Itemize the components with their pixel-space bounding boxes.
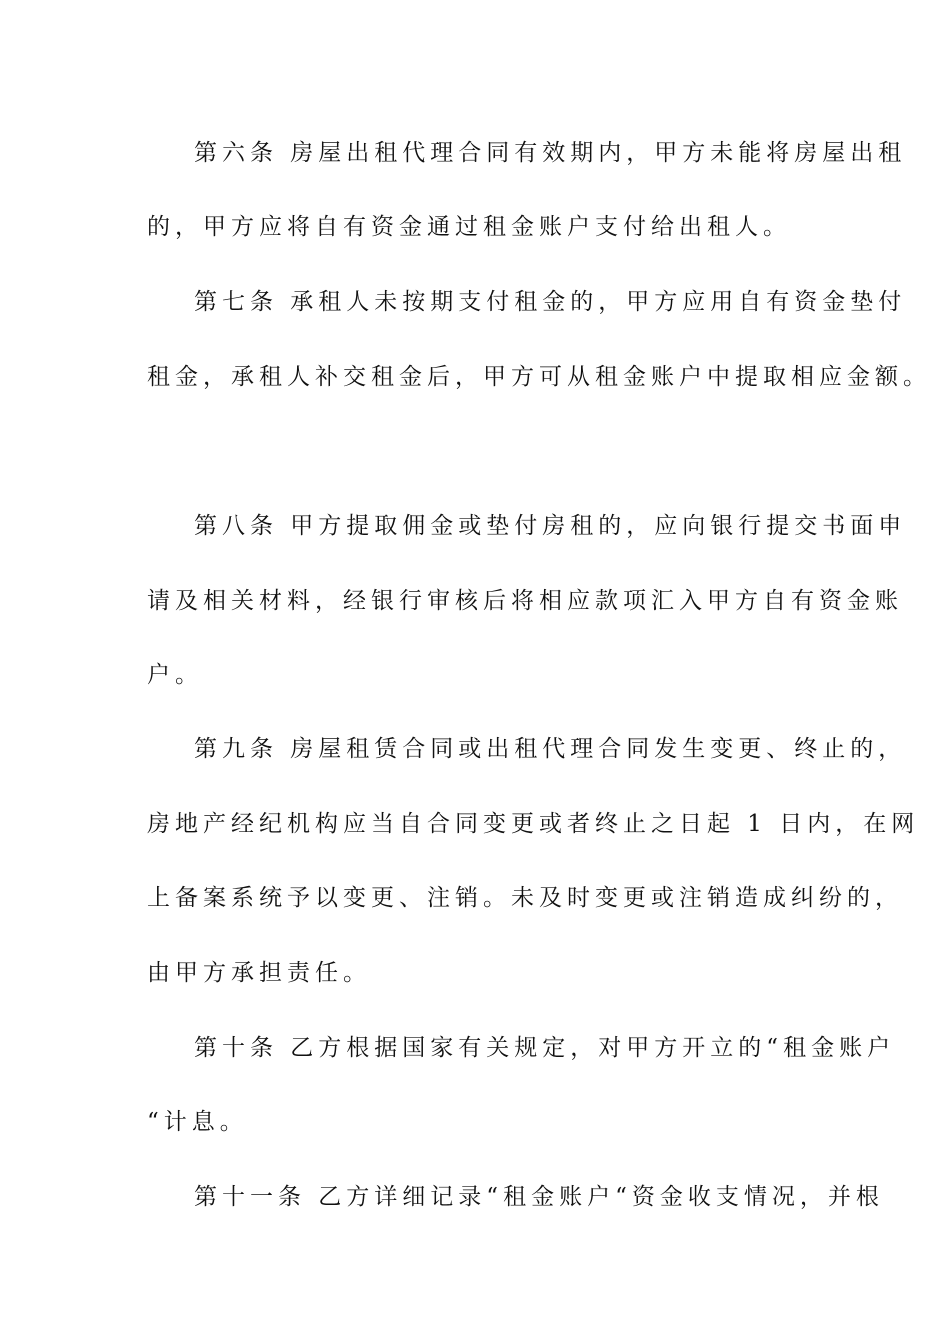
article-9-line-1: 第九条 房屋租赁合同或出租代理合同发生变更、终止的， xyxy=(194,736,907,762)
article-8-line-3: 户。 xyxy=(147,662,203,688)
article-9-line-2: 房地产经纪机构应当自合同变更或者终止之日起 1 日内，在网 xyxy=(147,811,920,837)
article-11-line-1: 第十一条 乙方详细记录“租金账户“资金收支情况，并根 xyxy=(194,1184,884,1210)
article-7-line-1: 第七条 承租人未按期支付租金的，甲方应用自有资金垫付 xyxy=(194,289,907,315)
article-8-line-1: 第八条 甲方提取佣金或垫付房租的，应向银行提交书面申 xyxy=(194,513,907,539)
article-9-line-4: 由甲方承担责任。 xyxy=(147,960,371,986)
article-9-line-3: 上备案系统予以变更、注销。未及时变更或注销造成纠纷的， xyxy=(147,885,903,911)
article-10-line-2: “计息。 xyxy=(147,1109,248,1135)
article-10-line-1: 第十条 乙方根据国家有关规定，对甲方开立的“租金账户 xyxy=(194,1035,896,1061)
article-8-line-2: 请及相关材料，经银行审核后将相应款项汇入甲方自有资金账 xyxy=(147,588,903,614)
article-7-line-2: 租金，承租人补交租金后，甲方可从租金账户中提取相应金额。 xyxy=(147,364,931,390)
article-6-line-2: 的，甲方应将自有资金通过租金账户支付给出租人。 xyxy=(147,214,791,240)
article-6-line-1: 第六条 房屋出租代理合同有效期内，甲方未能将房屋出租 xyxy=(194,140,907,166)
